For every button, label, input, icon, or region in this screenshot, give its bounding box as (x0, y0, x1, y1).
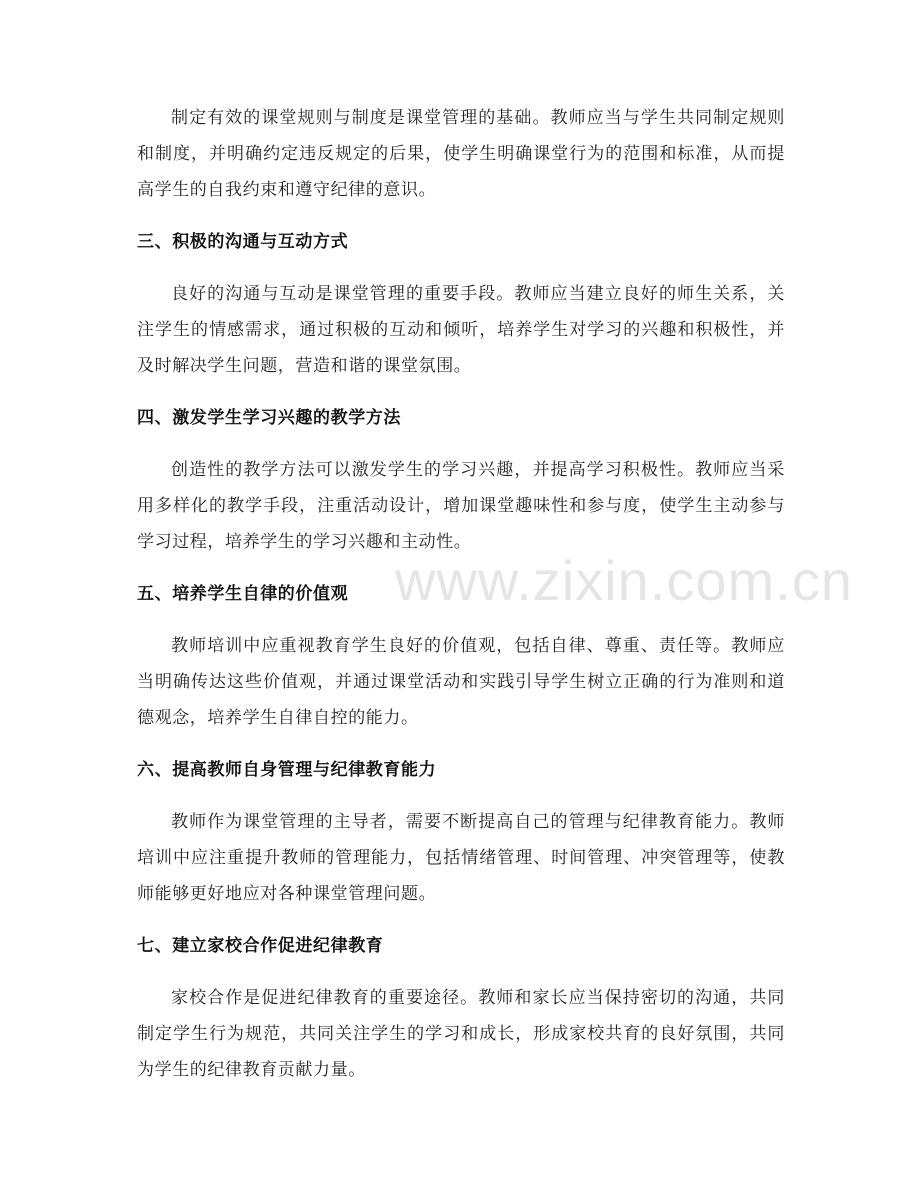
watermark-text: www.zixin.com.cn (395, 549, 853, 612)
section-heading-6: 六、提高教师自身管理与纪律教育能力 (137, 760, 437, 780)
section-heading-4: 四、激发学生学习兴趣的教学方法 (137, 408, 401, 428)
section-paragraph-4: 创造性的教学方法可以激发学生的学习兴趣，并提高学习积极性。教师应当采用多样化的教学手段，注重活动设计，增加课堂趣味性和参与度，使学生主动参与学习过程，培养学生的学习兴趣和主动性。 (137, 460, 785, 552)
section-paragraph-6: 教师作为课堂管理的主导者，需要不断提高自己的管理与纪律教育能力。教师培训中应注重提升教师的管理能力，包括情绪管理、时间管理、冲突管理等，使教师能够更好地应对各种课堂管理问题。 (137, 812, 785, 904)
section-heading-5: 五、培养学生自律的价值观 (137, 584, 349, 604)
document-body (137, 100, 785, 1088)
intro-paragraph: 制定有效的课堂规则与制度是课堂管理的基础。教师应当与学生共同制定规则和制度，并明确约定违反规定的后果，使学生明确课堂行为的范围和标准，从而提高学生的自我约束和遵守纪律的意识。 (137, 108, 785, 200)
section-paragraph-7: 家校合作是促进纪律教育的重要途径。教师和家长应当保持密切的沟通，共同制定学生行为规范，共同关注学生的学习和成长，形成家校共育的良好氛围，共同为学生的纪律教育贡献力量。 (137, 988, 785, 1080)
section-heading-7: 七、建立家校合作促进纪律教育 (137, 936, 384, 956)
section-paragraph-5: 教师培训中应重视教育学生良好的价值观，包括自律、尊重、责任等。教师应当明确传达这些价值观，并通过课堂活动和实践引导学生树立正确的行为准则和道德观念，培养学生自律自控的能力。 (137, 636, 785, 728)
section-paragraph-3: 良好的沟通与互动是课堂管理的重要手段。教师应当建立良好的师生关系，关注学生的情感需求，通过积极的互动和倾听，培养学生对学习的兴趣和积极性，并及时解决学生问题，营造和谐的课堂氛围。 (137, 284, 785, 376)
section-heading-3: 三、积极的沟通与互动方式 (137, 232, 349, 252)
